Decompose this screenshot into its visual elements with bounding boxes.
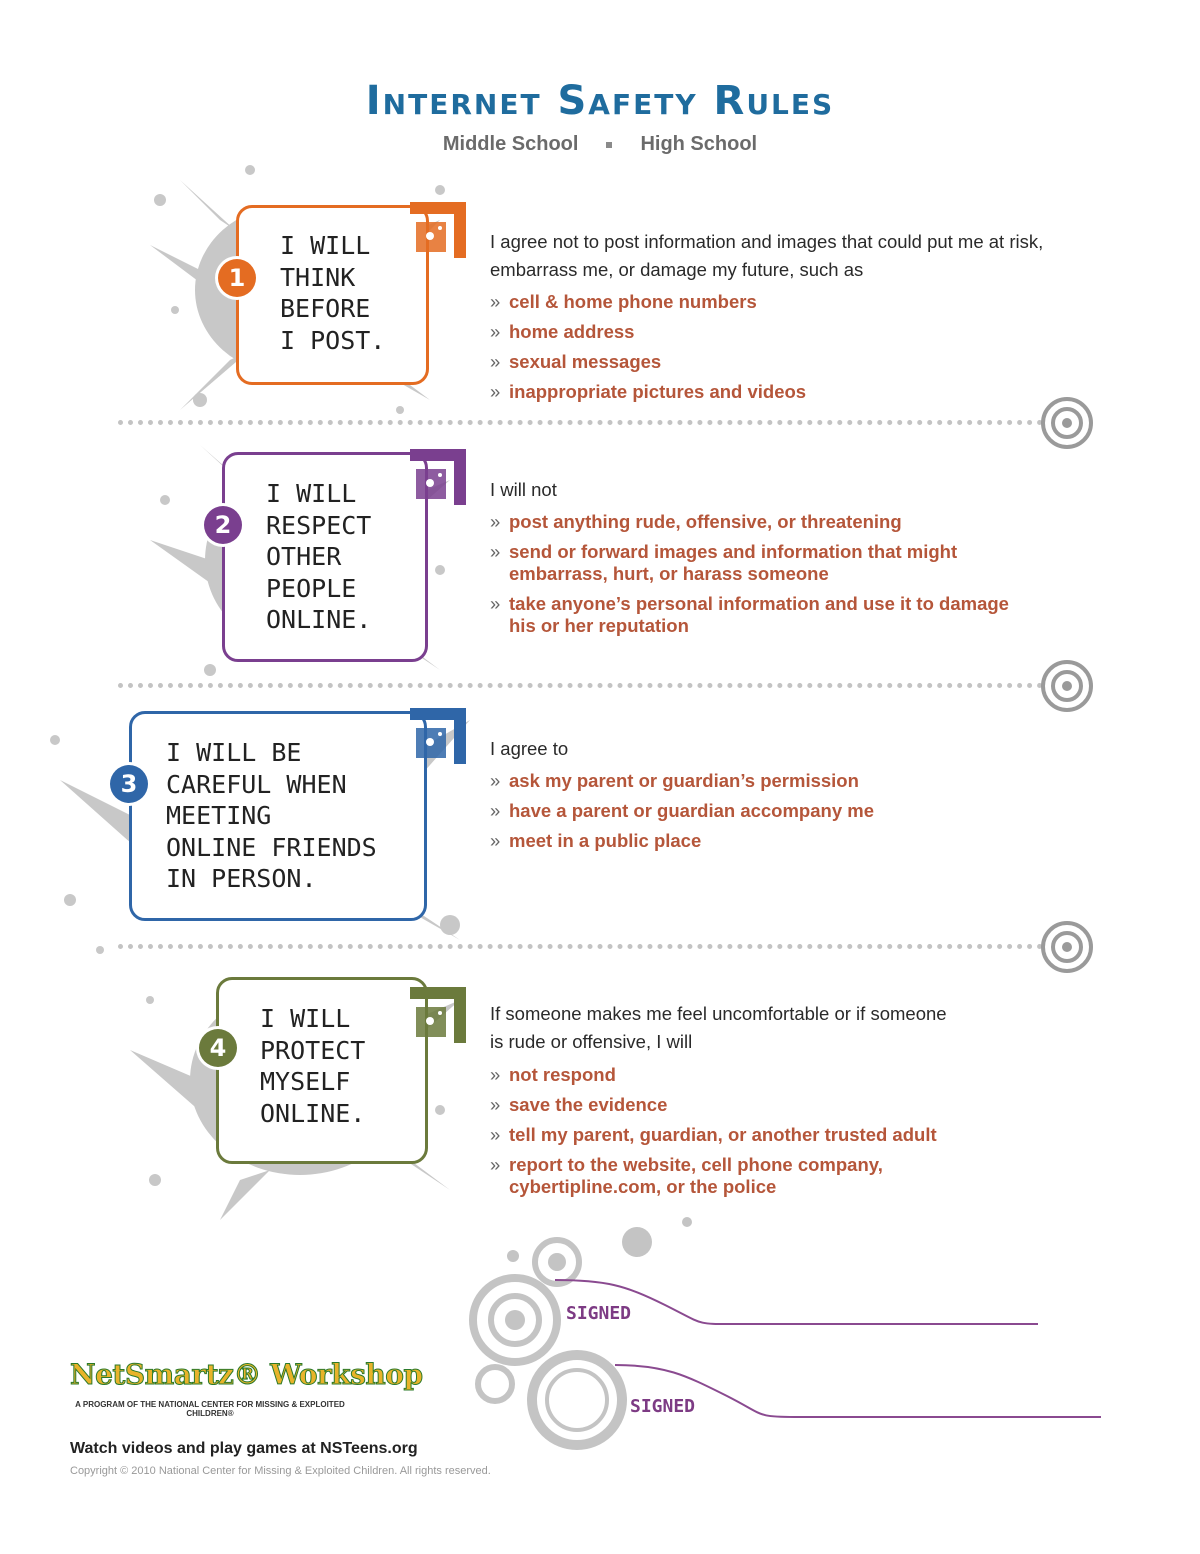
rule-4-number-badge: 4 [199, 1029, 237, 1067]
rule-3-corner-icon [410, 708, 466, 764]
section-divider-2 [118, 683, 1043, 688]
rule-3-bullets [490, 770, 1030, 860]
separator-dot [606, 142, 612, 148]
rule-3-number-badge: 3 [110, 765, 148, 803]
bullet-item: » meet in a public place [490, 830, 702, 851]
bullet-item: » inappropriate pictures and videos [490, 381, 807, 402]
logo-tagline: A PROGRAM OF THE NATIONAL CENTER FOR MISSING & EXPLOITED CHILDREN® [75, 1400, 345, 1418]
signed-label-1: SIGNED [566, 1303, 632, 1324]
rule-1-heading: I WILL THINK BEFORE I POST. [280, 231, 386, 355]
bullet-item: » tell my parent, guardian, or another trusted adult [490, 1124, 937, 1145]
page-title: Internet Safety Rules [365, 78, 835, 124]
netsmartz-logo: NetSmartz® Workshop [70, 1358, 423, 1391]
rule-1-bullets [490, 291, 1050, 411]
rule-2-heading: I WILL RESPECT OTHER PEOPLE ONLINE. [266, 479, 372, 634]
copyright-notice: Copyright © 2010 National Center for Missing & Exploited Children. All rights reserved. [70, 1465, 491, 1477]
bullet-item: » sexual messages [490, 351, 662, 372]
rule-1-corner-icon [410, 202, 466, 258]
section-divider-1 [118, 420, 1043, 425]
bullet-item: » send or forward images and information that might embarrass, hurt, or harass someone [490, 541, 958, 584]
target-icon [1040, 396, 1094, 450]
bullet-item: » ask my parent or guardian’s permission [490, 770, 859, 791]
bullet-item: » have a parent or guardian accompany me [490, 800, 874, 821]
bullet-item: » home address [490, 321, 635, 342]
rule-1-intro: I agree not to post information and images that could put me at risk, embarrass me, or damage my future, such as [490, 231, 1044, 280]
rule-1-number-badge: 1 [218, 259, 256, 297]
signature-circles-decoration [465, 1210, 1115, 1460]
rule-2-intro: I will not [490, 479, 557, 500]
target-icon [1040, 659, 1094, 713]
rule-4-corner-icon [410, 987, 466, 1043]
bullet-item: » post anything rude, offensive, or threatening [490, 511, 902, 532]
rule-4-heading: I WILL PROTECT MYSELF ONLINE. [260, 1004, 366, 1128]
bullet-item: » save the evidence [490, 1094, 668, 1115]
footer-cta: Watch videos and play games at NSTeens.org [70, 1440, 418, 1457]
subtitle-middle-school: Middle School [442, 133, 579, 155]
target-icon [1040, 920, 1094, 974]
rule-3-intro: I agree to [490, 738, 569, 759]
subtitle-high-school: High School [640, 133, 758, 155]
bullet-item: » report to the website, cell phone company, cybertipline.com, or the police [490, 1154, 883, 1197]
rule-4-intro: If someone makes me feel uncomfortable or if someone is rude or offensive, I will [490, 1003, 947, 1052]
rule-3-heading: I WILL BE CAREFUL WHEN MEETING ONLINE FRIENDS IN PERSON. [166, 738, 377, 893]
bullet-item: » not respond [490, 1064, 616, 1085]
signed-label-2: SIGNED [630, 1396, 696, 1417]
rule-4-bullets [490, 1064, 960, 1206]
page-subtitle [0, 133, 1200, 156]
bullet-item: » cell & home phone numbers [490, 291, 757, 312]
bullet-item: » take anyone’s personal information and use it to damage his or her reputation [490, 593, 1009, 636]
rule-2-bullets [490, 511, 1030, 645]
section-divider-3 [118, 944, 1043, 949]
rule-2-number-badge: 2 [204, 506, 242, 544]
rule-2-corner-icon [410, 449, 466, 505]
